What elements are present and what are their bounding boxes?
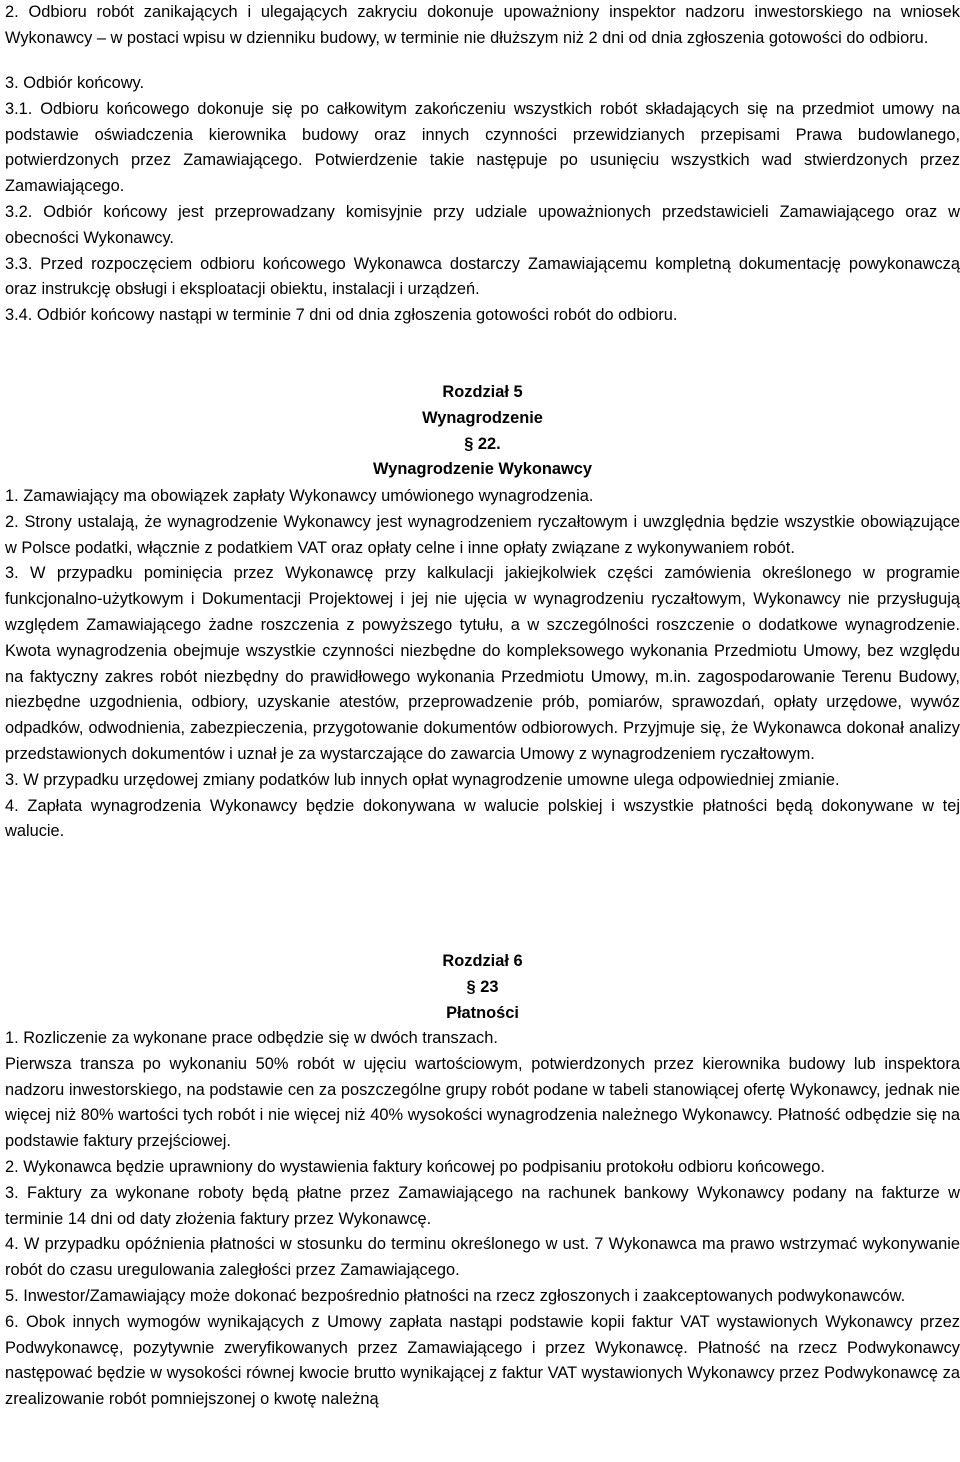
section-22-label: § 22. bbox=[464, 434, 501, 453]
final-acceptance-section bbox=[5, 71, 960, 329]
chapter-6-heading bbox=[5, 949, 960, 1026]
intro-section bbox=[5, 0, 960, 52]
remuneration-paragraph-1: 1. Zamawiający ma obowiązek zapłaty Wykonawcy umówionego wynagrodzenia. bbox=[5, 487, 594, 505]
payments-paragraph-4: 4. W przypadku opóźnienia płatności w stosunku do terminu określonego w ust. 7 Wykonawca ma prawo wstrzymać wykonywanie robót do czasu uregulowania zaległości przez Zamawiającego. bbox=[5, 1235, 960, 1280]
chapter-6-label: Rozdział 6 bbox=[442, 952, 523, 970]
paragraph-3-final-acceptance: 3. Odbiór końcowy. bbox=[5, 74, 145, 92]
chapter-5-title: Wynagrodzenie bbox=[422, 408, 543, 427]
paragraph-3-3: 3.3. Przed rozpoczęciem odbioru końcowego Wykonawca dostarczy Zamawiającemu kompletną dokumentację powykonawczą oraz instrukcję obsługi i eksploatacji obiektu, instalacji i urządzeń. bbox=[5, 254, 960, 299]
payments-paragraph-2: 2. Wykonawca będzie uprawniony do wystawienia faktury końcowej po podpisaniu protokołu odbioru końcowego. bbox=[5, 1157, 825, 1176]
chapter-5-label: Rozdział 5 bbox=[442, 383, 523, 401]
chapter-6-title: Płatności bbox=[446, 1003, 519, 1022]
section-22-title: Wynagrodzenie Wykonawcy bbox=[373, 460, 592, 479]
remuneration-paragraph-3b: 3. W przypadku urzędowej zmiany podatków lub innych opłat wynagrodzenie umowne ulega odpowiedniej zmianie. bbox=[5, 770, 840, 789]
paragraph-3-1: 3.1. Odbioru końcowego dokonuje się po całkowitym zakończeniu wszystkich robót składających się na przedmiot umowy na podstawie oświadczenia kierownika budowy oraz innych czynności przewidzianych przepisami Prawa budowlanego, potwierdzonych przez Zamawiającego. Potwierdzenie takie następuje po usunięciu wszystkich wad stwierdzonych przez Zamawiającego. bbox=[5, 99, 960, 196]
chapter-5-heading bbox=[5, 380, 960, 483]
payments-paragraph-1: 1. Rozliczenie za wykonane prace odbędzie się w dwóch transzach. bbox=[5, 1029, 498, 1047]
paragraph-3-2: 3.2. Odbiór końcowy jest przeprowadzany komisyjnie przy udziale upoważnionych przedstawicieli Zamawiającego oraz w obecności Wykonawcy. bbox=[5, 202, 960, 247]
paragraph-3-4: 3.4. Odbiór końcowy nastąpi w terminie 7 dni od dnia zgłoszenia gotowości robót do odbioru. bbox=[5, 306, 678, 325]
payments-paragraph-5: 5. Inwestor/Zamawiający może dokonać bezpośrednio płatności na rzecz zgłoszonych i zaakceptowanych podwykonawców. bbox=[5, 1286, 906, 1305]
payments-paragraph-3: 3. Faktury za wykonane roboty będą płatne przez Zamawiającego na rachunek bankowy Wykonawcy podany na fakturze w terminie 14 dni od daty złożenia faktury przez Wykonawcę. bbox=[5, 1183, 960, 1228]
section-23-label: § 23 bbox=[466, 977, 499, 996]
remuneration-section bbox=[5, 484, 960, 845]
remuneration-paragraph-4: 4. Zapłata wynagrodzenia Wykonawcy będzie dokonywana w walucie polskiej i wszystkie płatności będą dokonywane w tej walucie. bbox=[5, 796, 960, 841]
remuneration-paragraph-2: 2. Strony ustalają, że wynagrodzenie Wykonawcy jest wynagrodzeniem ryczałtowym i uwzględnia będzie wszystkie obowiązujące w Polsce podatki, włącznie z podatkiem VAT oraz opłaty celne i inne opłaty związane z wykonywaniem robót. bbox=[5, 512, 960, 557]
payments-paragraph-6: 6. Obok innych wymogów wynikających z Umowy zapłata nastąpi podstawie kopii faktur VAT wystawionych Wykonawcy przez Podwykonawcę, pozytywnie zweryfikowanych przez Zamawiającego i przez Wykonawcę. Płatność na rzecz Podwykonawcy następować będzie w wysokości równej kwocie brutto wynikającej z faktur VAT wystawionych Wykonawcy przez Podwykonawcę za zrealizowanie robót pomniejszonej o kwotę należną bbox=[5, 1312, 960, 1409]
paragraph-2-concealed-works: 2. Odbioru robót zanikających i ulegających zakryciu dokonuje upoważniony inspektor nadzoru inwestorskiego na wniosek Wykonawcy – w postaci wpisu w dzienniku budowy, w terminie nie dłuższym niż 2 dni od dnia zgłoszenia gotowości do odbioru. bbox=[5, 3, 960, 47]
remuneration-paragraph-3a: 3. W przypadku pominięcia przez Wykonawcę przy kalkulacji jakiejkolwiek części zamówienia określonego w programie funkcjonalno-użytkowym i Dokumentacji Projektowej i jej nie ujęcia w wynagrodzeniu ryczałtowym, Wykonawcy nie przysługują względem Zamawiającego żadne roszczenia z powyższego tytułu, a w szczególności roszczenie o dodatkowe wynagrodzenie. Kwota wynagrodzenia obejmuje wszystkie czynności niezbędne do kompleksowego wykonania Przedmiotu Umowy, bez względu na faktyczny zakres robót niezbędny do prawidłowego wykonania Przedmiotu Umowy, m.in. zagospodarowanie Terenu Budowy, niezbędne uzgodnienia, odbiory, uzyskanie atestów, przeprowadzenie prób, pomiarów, sprawozdań, opłaty urzędowe, wywóz odpadków, odwodnienia, zabezpieczenia, przygotowanie dokumentów odbiorowych. Przyjmuje się, że Wykonawca dokonał analizy przedstawionych dokumentów i uznał je za wystarczające do zawarcia Umowy z wynagrodzeniem ryczałtowym. bbox=[5, 564, 960, 763]
payments-section bbox=[5, 1026, 960, 1413]
payments-paragraph-1b: Pierwsza transza po wykonaniu 50% robót w ujęciu wartościowym, potwierdzonych przez kierownika budowy lub inspektora nadzoru inwestorskiego, na podstawie cen za poszczególne grupy robót podane w tabeli stanowiącej ofertę Wykonawcy, jednak nie więcej niż 80% wartości tych robót i nie więcej niż 40% wysokości wynagrodzenia należnego Wykonawcy. Płatność odbędzie się na podstawie faktury przejściowej. bbox=[5, 1054, 960, 1151]
